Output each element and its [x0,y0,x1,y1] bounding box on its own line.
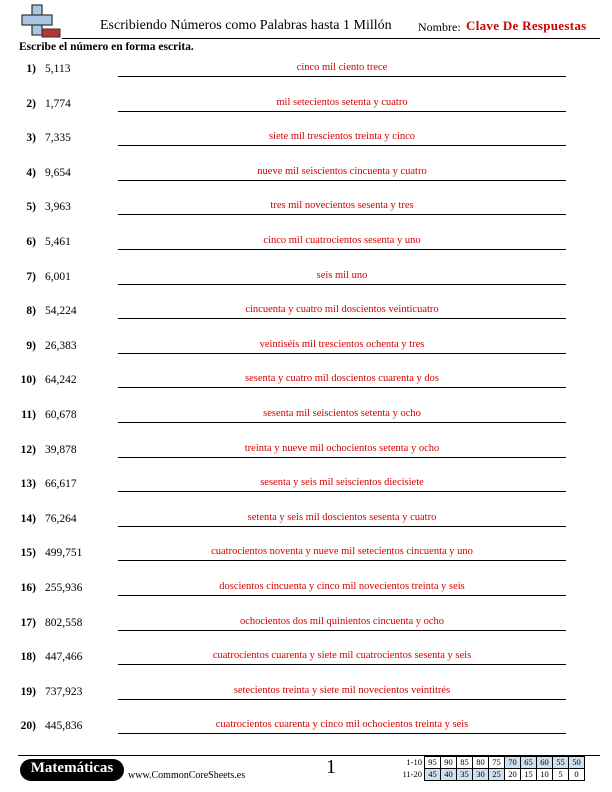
answer-line [118,145,566,146]
score-cell: 90 [441,757,457,769]
answer-text: sesenta y seis mil seiscientos diecisiete [260,477,424,489]
problem-row [0,720,612,740]
problem-number-label: 3) [26,132,36,145]
problem-row [0,582,612,602]
problem-row [0,651,612,671]
problem-row [0,478,612,498]
problem-value: 3,963 [45,201,71,214]
math-plus-logo-icon [18,3,62,41]
answer-key-label: Clave De Respuestas [466,18,587,33]
answer-text: veintiséis mil trescientos ochenta y tres [259,338,425,350]
problem-value: 60,678 [45,409,77,421]
problem-number-label: 8) [26,305,36,318]
problem-row [0,686,612,706]
answer-text: sesenta mil seiscientos setenta y ocho [263,408,421,419]
problem-value: 255,936 [45,582,83,594]
problem-value: 66,617 [45,478,77,491]
score-cell: 60 [537,757,553,769]
problem-value: 5,461 [45,236,71,248]
answer-line [118,76,566,77]
problem-row [0,132,612,152]
problem-row [0,340,612,360]
score-cell: 70 [505,757,521,769]
problem-number-label: 2) [26,97,36,110]
answer-line [118,595,566,596]
problem-number-label: 16) [20,582,36,594]
score-row-label: 1-10 [406,757,422,767]
answer-line [118,214,566,215]
problem-value: 737,923 [45,685,83,698]
worksheet-header [0,0,612,40]
problem-value: 445,836 [45,720,83,733]
problem-number-label: 15) [20,547,36,560]
answer-line [118,733,566,734]
answer-line [118,526,566,527]
problem-value: 802,558 [45,616,83,629]
score-row [396,757,585,769]
brand-badge [20,759,124,781]
problem-number-label: 5) [26,201,36,214]
score-cell: 40 [441,769,457,781]
problem-number-label: 1) [26,63,36,75]
problem-value: 39,878 [45,443,77,456]
problem-value: 1,774 [45,97,71,110]
problem-row [0,513,612,533]
answer-text: cincuenta y cuatro mil doscientos veinticuatro [245,304,439,316]
name-label: Nombre: [418,20,461,34]
problem-row [0,98,612,118]
answer-line [118,422,566,423]
problem-value: 6,001 [45,270,71,283]
problem-row [0,305,612,325]
answer-text: ochocientos dos mil quinientos cincuenta y ocho [239,615,445,627]
score-cell: 30 [473,769,489,781]
answer-text: siete mil trescientos treinta y cinco [268,131,416,143]
score-cell: 0 [569,769,585,781]
answer-text: cinco mil cuatrocientos sesenta y uno [263,235,421,246]
answer-text: tres mil novecientos sesenta y tres [270,200,414,212]
problem-value: 9,654 [45,166,71,179]
score-cell: 5 [553,769,569,781]
score-cell: 85 [457,757,473,769]
page-title: Escribiendo Números como Palabras hasta 1 Millón [100,18,392,33]
problem-number-label: 12) [20,443,36,456]
website-link[interactable]: www.CommonCoreSheets.es [128,770,246,781]
answer-line [118,353,566,354]
answer-text: cuatrocientos cuarenta y cinco mil ochocientos treinta y seis [215,719,469,731]
answer-text: cuatrocientos cuarenta y siete mil cuatrocientos sesenta y seis [212,650,472,662]
problem-row [0,63,612,83]
problem-number-label: 17) [20,616,36,629]
problem-number-label: 19) [20,685,36,698]
problem-value: 26,383 [45,339,77,352]
problem-row [0,547,612,567]
problem-value: 64,242 [45,374,77,387]
score-cell: 35 [457,769,473,781]
problem-value: 7,335 [45,132,71,145]
problem-number-label: 13) [20,478,36,491]
problem-row [0,409,612,429]
problem-value: 76,264 [45,512,77,525]
answer-line [118,387,566,388]
score-row-label: 11-20 [402,769,422,779]
problem-value: 499,751 [45,547,83,560]
problem-value: 447,466 [45,651,83,664]
score-cell: 25 [489,769,505,781]
problem-number-label: 6) [26,236,36,248]
answer-line [118,699,566,700]
answer-text: setenta y seis mil doscientos sesenta y cuatro [247,511,437,523]
problem-row [0,167,612,187]
answer-text: sesenta y cuatro mil doscientos cuarenta y dos [245,373,439,385]
problem-number-label: 20) [20,720,36,733]
score-cell: 65 [521,757,537,769]
answer-text: cinco mil ciento trece [296,62,388,73]
problem-row [0,201,612,221]
problem-number-label: 10) [20,374,36,387]
answer-text: setecientos treinta y siete mil novecientos veintitrés [233,684,451,696]
answer-text: treinta y nueve mil ochocientos setenta y ocho [244,442,440,454]
answer-text: seis mil uno [316,269,368,281]
problem-row [0,271,612,291]
answer-line [118,318,566,319]
instructions: Escribe el número en forma escrita. [19,41,194,53]
answer-line [118,457,566,458]
problem-row [0,374,612,394]
score-table [396,756,585,781]
score-cell: 50 [569,757,585,769]
answer-line [118,560,566,561]
problem-row [0,617,612,637]
brand-label: Matemáticas [30,760,114,776]
problem-number-label: 18) [20,651,36,664]
score-cell: 45 [425,769,441,781]
score-cell: 95 [425,757,441,769]
problem-number-label: 11) [21,409,36,421]
problem-number-label: 7) [26,270,36,283]
problem-number-label: 4) [26,166,36,179]
answer-line [118,664,566,665]
answer-line [118,630,566,631]
header-divider [62,38,600,39]
answer-line [118,491,566,492]
score-cell: 55 [553,757,569,769]
score-cell: 80 [473,757,489,769]
problem-value: 54,224 [45,305,77,318]
problem-number-label: 9) [26,339,36,352]
answer-text: nueve mil seiscientos cincuenta y cuatro [257,165,427,177]
score-row [396,769,585,781]
problem-value: 5,113 [45,63,71,75]
problem-row [0,444,612,464]
score-cell: 15 [521,769,537,781]
answer-line [118,180,566,181]
page-number: 1 [326,756,336,778]
answer-line [118,249,566,250]
problem-row [0,236,612,256]
score-cell: 10 [537,769,553,781]
answer-line [118,284,566,285]
score-cell: 75 [489,757,505,769]
problem-number-label: 14) [20,512,36,525]
answer-text: doscientos cincuenta y cinco mil novecientos treinta y seis [219,581,465,592]
answer-text: mil setecientos setenta y cuatro [276,96,408,108]
score-cell: 20 [505,769,521,781]
answer-line [118,111,566,112]
answer-text: cuatrocientos noventa y nueve mil setecientos cincuenta y uno [211,546,473,558]
